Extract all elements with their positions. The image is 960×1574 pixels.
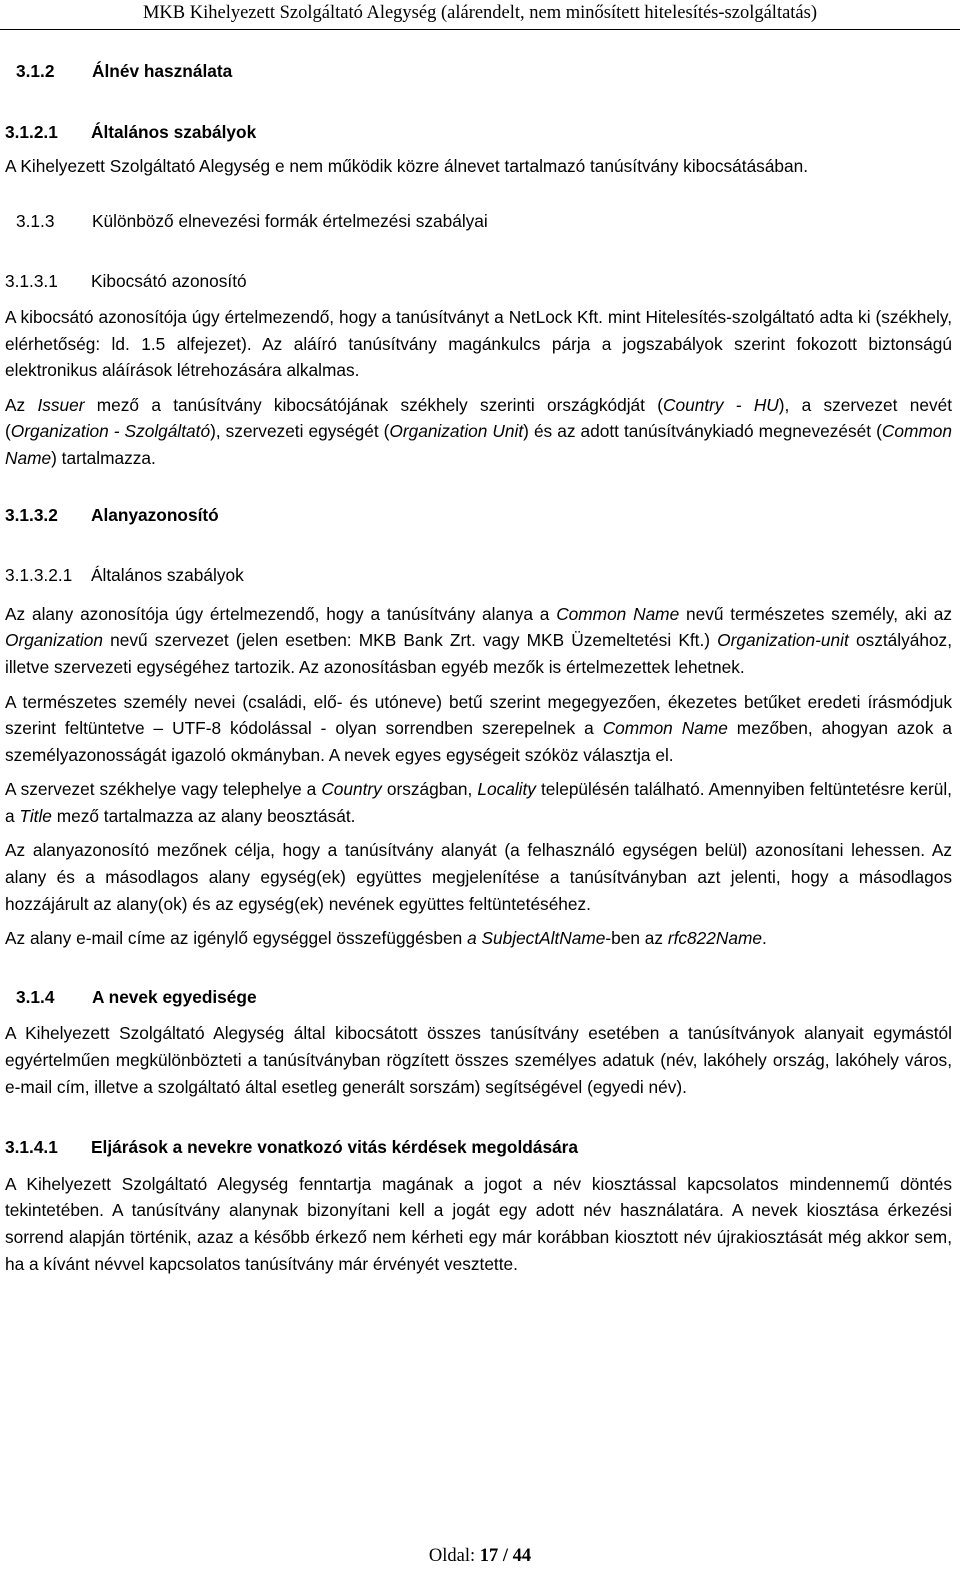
- paragraph-organization-seat: A szervezet székhelye vagy telephelye a Country országban, Locality településén található. Amennyiben feltüntetésre kerül, a Title mező tartalmazza az alany beosztását.: [5, 779, 952, 826]
- heading-3-1-3-2-1: [5, 562, 952, 589]
- heading-3-1-2: [5, 58, 952, 85]
- heading-title: A nevek egyedisége: [92, 986, 257, 1007]
- heading-3-1-4: [5, 984, 952, 1011]
- heading-number: 3.1.2.1: [5, 121, 58, 142]
- page-label: Oldal:: [428, 1546, 480, 1566]
- heading-number: 3.1.3.2.1: [5, 565, 73, 586]
- paragraph-email: Az alany e-mail címe az igénylő egységgel összefüggésben a SubjectAltName-ben az rfc822Name.: [5, 928, 767, 949]
- heading-title: Általános szabályok: [91, 121, 257, 142]
- heading-title: Alanyazonosító: [91, 504, 219, 525]
- page-separator: /: [498, 1546, 513, 1566]
- paragraph-pseudonym: A Kihelyezett Szolgáltató Alegység e nem működik közre álnevet tartalmazó tanúsítvány kibocsátásában.: [5, 156, 809, 177]
- total-pages-number: 44: [512, 1546, 532, 1566]
- heading-number: 3.1.2: [16, 61, 55, 81]
- paragraph-name-disputes: A Kihelyezett Szolgáltató Alegység fenntartja magának a jogot a név kiosztással kapcsolatos mindennemű döntés tekintetében. A tanúsítvány alanynak bizonyítani kell a jogát egy adott név használatára. A nevek kiosztása érkezési sorrend alapján történik, azaz a később érkező nem kérheti egy már korábban kiosztott név újrakiosztását még akkor sem, ha a kívánt névvel kapcsolatos tanúsítvány már érvényét vesztette.: [5, 1173, 952, 1274]
- current-page-number: 17: [479, 1546, 499, 1566]
- heading-3-1-3: [5, 208, 952, 235]
- paragraph-issuer-id: A kibocsátó azonosítója úgy értelmezendő, hogy a tanúsítványt a NetLock Kft. mint Hitelesítés-szolgáltató adta ki (székhely, elérhetőség: ld. 1.5 alfejezet). Az aláíró tanúsítvány magánkulcs párja a jogszabályok szerint fokozott biztonságú elektronikus aláírások létrehozására alkalmas.: [5, 306, 952, 381]
- document-body: [5, 58, 952, 1277]
- heading-title: Eljárások a nevekre vonatkozó vitás kérdések megoldására: [91, 1137, 579, 1158]
- page-header: MKB Kihelyezett Szolgáltató Alegység (alárendelt, nem minősített hitelesítés-szolgáltatás): [142, 3, 818, 23]
- heading-number: 3.1.4.1: [5, 1137, 58, 1158]
- page-footer: [0, 1543, 960, 1569]
- paragraph-issuer-field: Az Issuer mező a tanúsítvány kibocsátójának székhely szerinti országkódját (Country - HU), a szervezet nevét (Organization - Szolgáltató), szervezeti egységét (Organization Unit) és az adott tanúsítványkiadó megnevezését (Common Name) tartalmazza.: [5, 394, 952, 468]
- heading-number: 3.1.3.1: [5, 271, 58, 292]
- paragraph-person-names: A természetes személy nevei (családi, elő- és utóneve) betű szerint megegyezően, ékezetes betűket eredeti írásmódjuk szerint feltüntetve – UTF-8 kódolással - olyan sorrendben szerepelnek a Common Name mezőben, ahogyan azok a személyazonosságát igazoló okmányban. A nevek egyes egységeit szóköz választja el.: [5, 691, 952, 765]
- heading-number: 3.1.4: [16, 986, 55, 1007]
- heading-title: Különböző elnevezési formák értelmezési szabályai: [92, 210, 488, 231]
- heading-title: Kibocsátó azonosító: [91, 271, 247, 292]
- heading-title: Álnév használata: [92, 61, 233, 81]
- heading-3-1-3-1: [5, 268, 952, 295]
- paragraph-subject-id: Az alany azonosítója úgy értelmezendő, hogy a tanúsítvány alanya a Common Name nevű természetes személy, aki az Organization nevű szervezet (jelen esetben: MKB Bank Zrt. vagy MKB Üzemeltetési Kft.) Organization-unit osztályához, illetve szervezeti egységéhez tartozik. Az azonosításban egyéb mezők is értelmezettek lehetnek.: [5, 603, 953, 677]
- heading-3-1-4-1: [5, 1134, 952, 1161]
- heading-number: 3.1.3: [16, 210, 55, 231]
- paragraph-subject-purpose: Az alanyazonosító mezőnek célja, hogy a tanúsítvány alanyát (a felhasználó egységen belül) azonosítani lehessen. Az alany és a másodlagos alany egység(ek) együttes megjelenítése a tanúsítványban azt jelenti, hogy a másodlagos hozzájárult az alany(ok) és az egység(ek) nevének együttes feltüntetéséhez.: [5, 840, 952, 914]
- header-divider: [0, 29, 960, 30]
- heading-number: 3.1.3.2: [5, 504, 58, 525]
- heading-3-1-2-1: [5, 119, 952, 146]
- paragraph-name-uniqueness: A Kihelyezett Szolgáltató Alegység által kibocsátott összes tanúsítvány esetében a tanúsítványok alanyait egymástól egyértelműen megkülönbözteti a tanúsítványban rögzített összes személyes adatuk (név, lakóhely ország, lakóhely város, e-mail cím, illetve a szolgáltató által esetleg generált sorszám) segítségével (egyedi név).: [5, 1023, 952, 1097]
- heading-3-1-3-2: [5, 502, 952, 529]
- heading-title: Általános szabályok: [91, 565, 244, 586]
